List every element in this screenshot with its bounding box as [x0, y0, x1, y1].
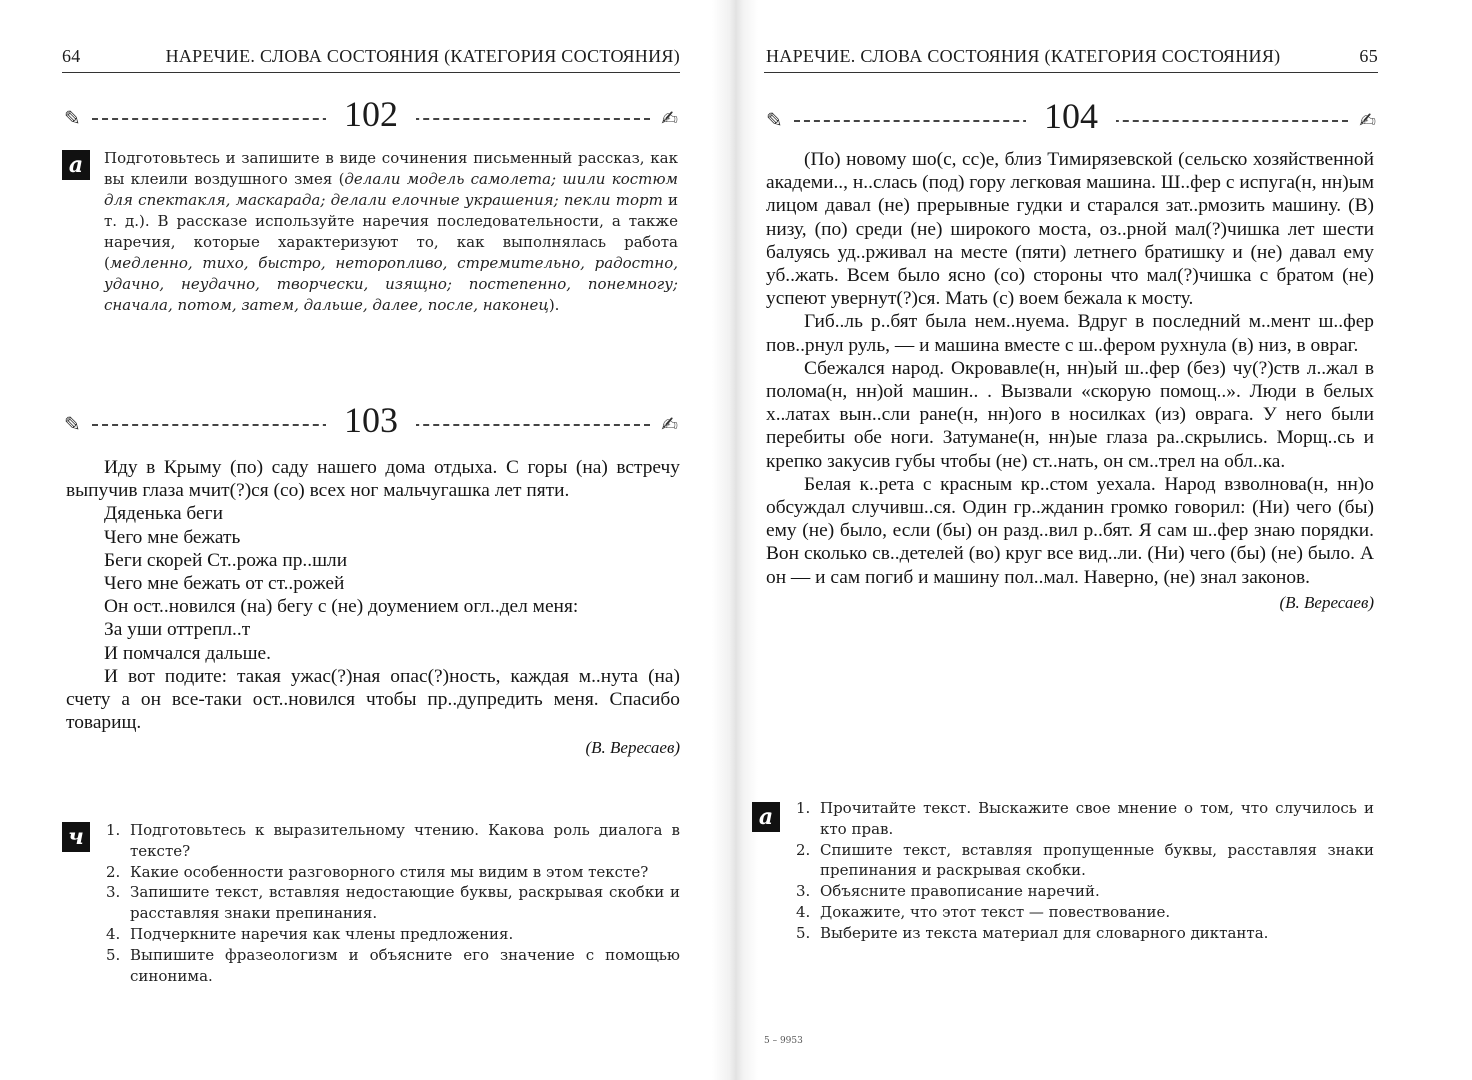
quill-left-icon: ✎	[64, 106, 81, 130]
exercise-number: 102	[326, 94, 416, 134]
running-header	[62, 46, 680, 70]
question-item: 2. Какие особенности разговорного стиля мы видим в этом тексте?	[106, 862, 649, 881]
exercise-divider-102	[62, 94, 680, 140]
paragraph: Гиб..ль р..бят была нем..нуема. Вдруг в последний м..мент ш..фер пов..рнул руль, — и машина вместе с ш..фером рухнула (в) низ, в овраг.	[766, 311, 1374, 356]
question-item: 5. Выберите из текста материал для словарного диктанта.	[796, 923, 1269, 942]
header-title: НАРЕЧИЕ. СЛОВА СОСТОЯНИЯ (КАТЕГОРИЯ СОСТОЯНИЯ)	[766, 46, 1281, 66]
dialogue-line: Беги скорей Ст..рожа пр..шли	[104, 549, 348, 571]
author-attribution: (В. Вересаев)	[585, 738, 680, 758]
question-item: 4. Докажите, что этот текст — повествование.	[796, 902, 1171, 921]
quill-right-icon: ✍	[1359, 108, 1376, 132]
paragraph: (По) новому шо(с, сс)е, близ Тимирязевской (сельско хозяйственной академи.., н..слась (под) гору легковая машина. Ш..фер с испуга(н, нн)ым лицом давал (не) прерывные гудки и старался зат..рмозить машину. (В) низу, (по) среди (не) широкого моста, оз..рной мал(?)чишка лет шести балуясь уд..рживал на месте (пяти) летнего братишку и (не) давал ему уб..жать. Всем было ясно (со) стороны что мал(?)чишка с братом (не) успеют увернут(?)ся. Мать (с) воем бежала к мосту.	[766, 149, 1374, 310]
question-item: 5. Выпишите фразеологизм и объясните его значение с помощью синонима.	[106, 945, 680, 985]
exercise-divider-103	[62, 400, 680, 446]
paragraph: Он ост..новился (на) бегу с (не) доумением огл..дел меня:	[104, 596, 579, 618]
page-number: 64	[62, 46, 81, 66]
dialogue-line: И помчался дальше.	[104, 642, 271, 664]
quill-left-icon: ✎	[64, 412, 81, 436]
question-item: 3. Запишите текст, вставляя недостающие буквы, раскрывая скобки и расставляя знаки препинания.	[106, 883, 680, 923]
exercise-102-task: Подготовьтесь и запишите в виде сочинения письменный рассказ, как вы клеили воздушного змея (делали модель самолета; шили костюм для спектакля, маскарада; делали елочные украшения; пекли торт и т. д.). В рассказе используйте наречия последовательности, а также наречия, которые характеризуют то, как выполнялась работа (медленно, тихо, быстро, неторопливо, стремительно, радостно, удачно, неудачно, творчески, изящно; постепенно, понемногу; сначала, потом, затем, дальше, далее, после, наконец).	[104, 149, 679, 314]
dialogue-line: Чего мне бежать	[104, 526, 241, 548]
paragraph: Сбежался народ. Окровавле(н, нн)ый ш..фер (без) чу(?)ств л..жал в полома(н, нн)ой машин.. . Вызвали «скорую помощ..». Люди в белых х..латах вын..сли ране(н, нн)ого в носилках (из) оврага. У него были перебиты обе ноги. Затумане(н, нн)ые глаза ра..скрылись. Морщ..сь и крепко закусив губы чтобы (не) ст..нать, он см..трел на обл..ка.	[766, 357, 1374, 472]
writing-pen-icon: a	[752, 802, 780, 832]
exercise-103-questions	[106, 820, 680, 986]
quill-right-icon: ✍	[661, 412, 678, 436]
paragraph: И вот подите: такая ужас(?)ная опас(?)ность, каждая м..нута (на) счету а он все-таки ост..новился чтобы пр..дупредить меня. Спасибо товарищ.	[66, 665, 680, 734]
dialogue-line: За уши оттрепл..т	[104, 619, 251, 641]
paragraph: Белая к..рета с красным кр..стом уехала. Народ взволнова(н, нн)о обсуждал случивш..ся. Один гр..жданин громко говорил: (Ни) чего (бы) ему (не) было, если (бы) он разд..вил р..бят. Я сам ш..фер знаю порядки. Вон сколько св..детелей (во) круг все вид..ли. (Ни) чего (бы) (не) было. А он — и сам погиб и машину пол..мал. Наверно, (не) знал законов.	[766, 473, 1374, 588]
question-item: 2. Спишите текст, вставляя пропущенные буквы, расставляя знаки препинания и раскрывая скобки.	[796, 840, 1374, 880]
exercise-number: 104	[1026, 96, 1116, 136]
reading-marker-icon: ч	[62, 822, 90, 852]
header-rule	[62, 72, 680, 73]
left-page	[0, 0, 714, 1080]
book-gutter	[712, 0, 758, 1080]
question-item: 3. Объясните правописание наречий.	[796, 882, 1100, 901]
exercise-number: 103	[326, 400, 416, 440]
quill-right-icon: ✍	[661, 106, 678, 130]
exercise-104-questions	[796, 798, 1374, 944]
question-item: 1. Прочитайте текст. Выскажите свое мнение о том, что случилось и кто прав.	[796, 799, 1374, 838]
exercise-divider-104	[764, 96, 1378, 142]
right-page	[756, 0, 1472, 1080]
paragraph: Иду в Крыму (по) саду нашего дома отдыха. С горы (на) встречу выпучив глаза мчит(?)ся (со) всех ног мальчугашка лет пяти.	[66, 457, 680, 502]
question-item: 4. Подчеркните наречия как члены предложения.	[106, 924, 514, 943]
dialogue-line: Чего мне бежать от ст..рожей	[104, 573, 345, 595]
writing-pen-icon: a	[62, 150, 90, 180]
page-number: 65	[1359, 46, 1378, 66]
quill-left-icon: ✎	[766, 108, 783, 132]
exercise-103-text	[66, 456, 680, 760]
dialogue-line: Дяденька беги	[104, 503, 223, 525]
running-header	[766, 46, 1378, 70]
header-title: НАРЕЧИЕ. СЛОВА СОСТОЯНИЯ (КАТЕГОРИЯ СОСТОЯНИЯ)	[165, 46, 680, 66]
header-rule	[764, 72, 1378, 73]
author-attribution: (В. Вересаев)	[1279, 592, 1374, 612]
printer-signature: 5 – 9953	[764, 1036, 803, 1046]
question-item: 1. Подготовьтесь к выразительному чтению. Какова роль диалога в тексте?	[106, 821, 680, 860]
exercise-104-text	[766, 148, 1374, 614]
